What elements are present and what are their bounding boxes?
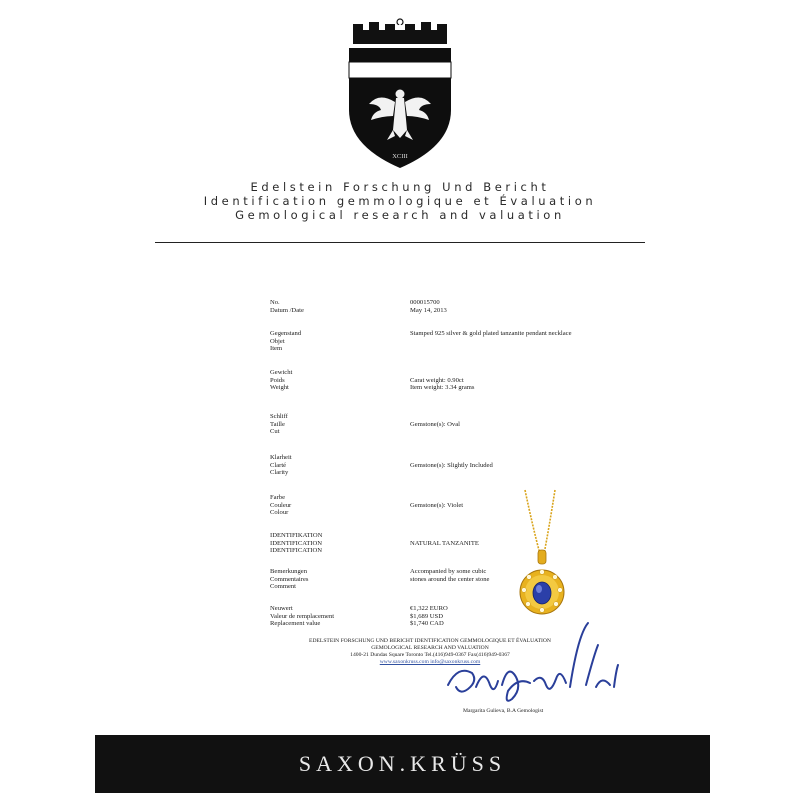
certificate-headings <box>150 180 650 222</box>
label-cut-fr: Taille <box>270 420 285 428</box>
label-weight-en: Weight <box>270 384 289 391</box>
lab-website-link[interactable]: www.saxonkruss.com info@saxonkruss.com <box>379 659 481 665</box>
value-cut: Gemstone(s): Oval <box>410 420 460 428</box>
value-usd: $1,689 USD <box>410 612 443 620</box>
value-number: 000015700 <box>410 299 440 306</box>
tanzanite-stone <box>533 582 551 604</box>
label-colour-de: Farbe <box>270 494 286 501</box>
label-comments-fr: Commentaires <box>270 575 309 583</box>
brand-name: SAXON.KRÜSS <box>298 751 507 776</box>
label-clarity-en: Clarity <box>270 469 289 476</box>
label-weight-fr: Poids <box>270 376 285 384</box>
lab-subtitle-line: GEMOLOGICAL RESEARCH AND VALUATION <box>371 645 489 651</box>
label-value-en: Replacement value <box>270 620 321 627</box>
label-value-de: Neuwert <box>270 605 293 612</box>
value-date: May 14, 2013 <box>410 307 447 314</box>
label-date: Datum /Date <box>270 307 304 314</box>
value-clarity-blank <box>410 454 600 462</box>
heading-french: Identification gemmologique et Évaluation <box>203 194 597 208</box>
label-clarity-fr: Clarté <box>270 461 287 469</box>
label-colour-en: Colour <box>270 509 289 516</box>
label-cut-en: Cut <box>270 428 280 435</box>
value-comments-line2: stones around the center stone <box>410 575 490 583</box>
value-comments-line1: Accompanied by some cubic <box>410 568 487 575</box>
label-comments-en: Comment <box>270 583 297 590</box>
value-identification: NATURAL TANZANITE <box>410 539 479 547</box>
value-colour: Gemstone(s): Violet <box>410 501 464 509</box>
signatory-name: Margarita Gulieva, B.A Gemologist <box>463 708 544 714</box>
label-cut-de: Schliff <box>270 413 288 420</box>
heading-divider <box>155 242 645 243</box>
lab-name-line: EDELSTEIN FORSCHUNG UND BERICHT IDENTIFICATION GEMMOLOGIQUE ET ÉVALUATION <box>309 638 551 644</box>
label-identification-en: IDENTIFICATION <box>270 547 323 554</box>
label-weight-de: Gewicht <box>270 369 293 376</box>
label-clarity-de: Klarheit <box>270 454 292 461</box>
label-item-fr: Objet <box>270 337 285 345</box>
label-item-de: Gegenstand <box>270 330 302 337</box>
crest-logo <box>345 18 455 170</box>
crest-seal-text: XCIII <box>392 153 408 160</box>
value-cad: $1,740 CAD <box>410 620 444 627</box>
lab-address-line: 1400-21 Dundas Square Toronto Tel.(416)949-0367 Fax(416)949-0367 <box>350 652 510 658</box>
crown-icon <box>353 19 447 44</box>
pendant-image <box>505 488 580 618</box>
heading-english: Gemological research and valuation <box>235 208 565 222</box>
value-cut-blank <box>410 413 600 421</box>
value-clarity: Gemstone(s): Slightly Included <box>410 461 493 469</box>
label-item-en: Item <box>270 345 283 352</box>
value-carat-weight: Carat weight: 0.90ct <box>410 376 464 384</box>
label-identification-fr: IDENTIFICATION <box>270 539 323 547</box>
value-weight-blank <box>410 369 600 377</box>
label-number: No. <box>270 299 280 306</box>
label-value-fr: Valeur de remplacement <box>270 612 335 620</box>
shield-band <box>349 62 451 78</box>
heading-german: Edelstein Forschung Und Bericht <box>250 180 550 194</box>
value-item: Stamped 925 silver & gold plated tanzanite pendant necklace <box>410 330 572 337</box>
label-identification-de: IDENTIFIKATION <box>270 532 323 539</box>
value-item-weight: Item weight: 3.34 grams <box>410 384 475 391</box>
label-comments-de: Bemerkungen <box>270 568 307 575</box>
label-colour-fr: Couleur <box>270 501 292 509</box>
value-euro: €1,322 EURO <box>410 605 448 612</box>
signature-image <box>438 615 628 710</box>
